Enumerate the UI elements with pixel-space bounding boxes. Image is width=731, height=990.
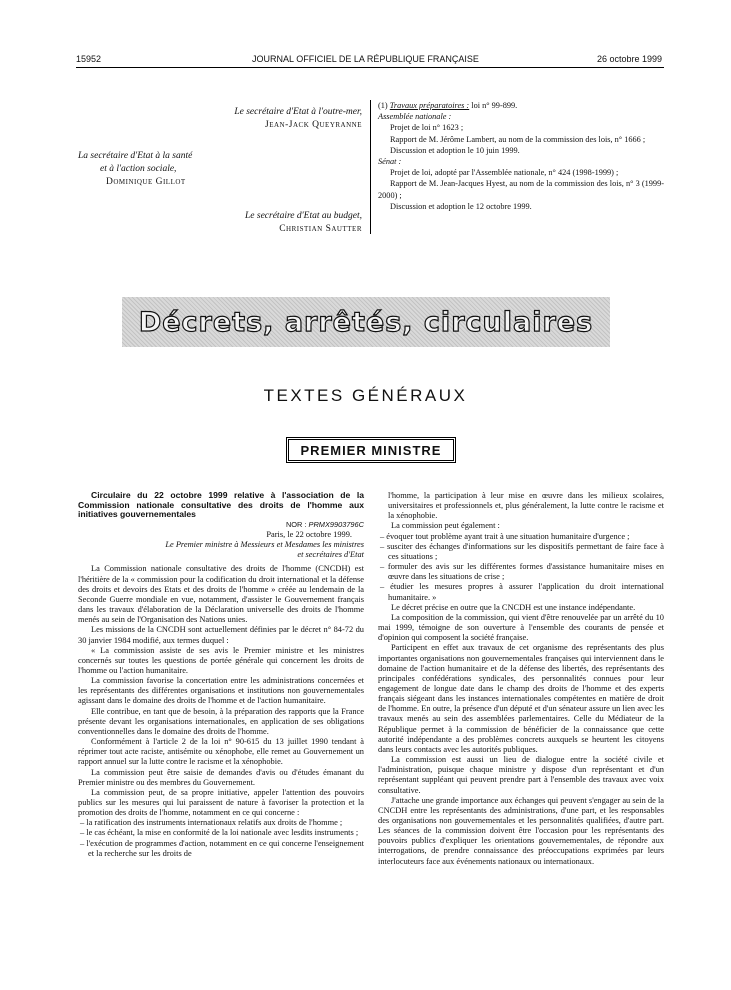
note-line: Discussion et adoption le 12 octobre 1999. <box>390 201 532 211</box>
addressee: Le Premier ministre à Messieurs et Mesdames les ministres et secrétaires d'Etat <box>165 540 364 560</box>
signatory-role: La secrétaire d'Etat à la santé <box>78 151 193 161</box>
journal-title: JOURNAL OFFICIEL DE LA RÉPUBLIQUE FRANÇAISE <box>252 54 479 64</box>
bullet-item: – l'exécution de programmes d'action, notamment en ce qui concerne l'enseignement et la recherche sur les droits de <box>80 838 364 858</box>
paragraph: La commission peut également : <box>391 521 500 531</box>
page-number: 15952 <box>76 54 102 64</box>
signature-budget <box>150 210 362 236</box>
bullet-item: – évoquer tout problème ayant trait à une situation humanitaire d'urgence ; <box>380 531 630 541</box>
section-title: TEXTES GÉNÉRAUX <box>263 386 468 405</box>
signatory-name: Christian Sautter <box>279 224 362 234</box>
footnote-marker: (1) <box>378 101 388 110</box>
paragraph: Le décret précise en outre que la CNCDH est une instance indépendante. <box>391 602 636 612</box>
ministry-title: PREMIER MINISTRE <box>300 442 442 458</box>
bullet-item: – étudier les mesures propres à assurer l'application du droit international humanitaire. » <box>380 582 664 602</box>
bullet-item: – formuler des avis sur les différentes formes d'assistance humanitaire mises en œuvre dans les situations de crise ; <box>380 562 664 582</box>
signatory-role: Le secrétaire d'Etat au budget, <box>245 211 362 221</box>
paragraph: Conformément à l'article 2 de la loi n° 90-615 du 13 juillet 1990 tendant à réprimer tout acte raciste, antisémite ou xénophobe, elle remet au Gouvernement un rapport annuel sur la lutte contre le racisme et la xénophobie. <box>78 737 364 767</box>
note-line: Projet de loi n° 1623 ; <box>390 123 464 133</box>
signatory-name: Jean-Jack Queyranne <box>265 120 362 130</box>
signature-outre-mer <box>150 106 362 132</box>
note-line: Discussion et adoption le 10 juin 1999. <box>390 145 520 155</box>
signature-sante <box>78 150 278 189</box>
note-line: Projet de loi, adopté par l'Assemblée nationale, n° 424 (1998-1999) ; <box>390 168 619 178</box>
nor-code: PRMX9903796C <box>308 519 364 529</box>
paragraph-continued: l'homme, la participation à leur mise en œuvre dans les milieux scolaires, universitaires et professionnels et, plus généralement, la lutte contre le racisme et la xénophobie. <box>388 491 664 521</box>
paragraph: Participent en effet aux travaux de cet organisme des représentants des plus importantes organisations non gouvernementales françaises qui interviennent dans le domaine de l'action humanitaire et de la défense des libertés, des représentants des principales confédérations syndicales, des personnalités connues pour leur engagement de longue date dans le champ des droits de l'homme et des experts français siégeant dans les instances internationales compétentes en matière de droit de l'homme. En outre, la présence d'un député et d'un sénateur assure un lien avec les travaux menés au sein des assemblées parlementaires. Celle du Médiateur de la République permet à la commission de bénéficier de la connaissance que cette autorité indépendante a des problèmes concrets auxquels se heurtent les citoyens dans leurs contacts avec les autorités publiques. <box>378 643 664 754</box>
article-left-column <box>78 491 364 859</box>
footnote-travaux <box>378 100 664 212</box>
issue-date: 26 octobre 1999 <box>596 54 662 64</box>
paragraph: La commission peut être saisie de demandes d'avis ou d'études émanant du Premier ministre ou des membres du Gouvernement. <box>78 767 364 787</box>
paragraph: La commission favorise la concertation entre les administrations concernées et les représentants des différentes organisations et institutions non gouvernementales agissant dans le domaine des droits de l'homme et de l'action humanitaire. <box>78 676 364 706</box>
circulaire-title: Circulaire du 22 octobre 1999 relative à l'association de la Commission nationale consultative des droits de l'homme aux initiatives gouvernementales <box>78 490 364 520</box>
note-line: Rapport de M. Jérôme Lambert, au nom de la commission des lois, n° 1666 ; <box>390 134 646 144</box>
section-banner <box>122 297 610 347</box>
bullet-item: – susciter des échanges d'informations sur les dispositifs permettant de faire face à ces situations ; <box>380 541 664 561</box>
bullet-item: – la ratification des instruments internationaux relatifs aux droits de l'homme ; <box>80 818 343 828</box>
senate-heading: Sénat : <box>378 157 402 167</box>
note-line: Rapport de M. Jean-Jacques Hyest, au nom de la commission des lois, n° 3 (1999-2000) ; <box>378 179 664 200</box>
header-rule <box>76 67 664 68</box>
signatory-name: Dominique Gillot <box>106 177 186 187</box>
footnote-law: loi n° 99-899. <box>471 101 518 110</box>
paragraph: J'attache une grande importance aux échanges qui peuvent s'engager au sein de la CNCDH entre les représentants des administrations, d'une part, et les responsables des organisations non gouvernementales et les personnalités qualifiées, d'autre part. Les séances de la commission doivent être l'occasion pour les représentants des pouvoirs publics d'expliquer les orientations gouvernementales, de répondre aux interrogations, de prendre connaissance des préoccupations exprimées par leurs interlocuteurs face aux événements nationaux ou internationaux. <box>378 795 664 866</box>
place-date: Paris, le 22 octobre 1999. <box>266 529 352 539</box>
paragraph: La commission est aussi un lieu de dialogue entre la société civile et l'administration, puisque chaque ministre y dispose d'un représentant et d'un représentant suppléant qui peuvent prendre part à l'ensemble des travaux avec voix consultative. <box>378 755 664 795</box>
paragraph: Les missions de la CNCDH sont actuellement définies par le décret n° 84-72 du 30 janvier 1984 modifié, aux termes duquel : <box>78 625 364 645</box>
banner-title: Décrets, arrêtés, circulaires <box>138 306 594 338</box>
ministry-box <box>286 437 456 463</box>
assembly-heading: Assemblée nationale : <box>378 112 452 122</box>
article-right-column <box>378 491 664 867</box>
paragraph: « La commission assiste de ses avis le Premier ministre et les ministres concernés sur toutes les questions de portée générale qui concernent les droits de l'homme ou l'action humanitaire. <box>78 645 364 675</box>
signatory-role: et à l'action sociale, <box>100 164 177 174</box>
nor-label: NOR : <box>285 519 307 529</box>
footnote-heading: Travaux préparatoires : <box>389 101 470 110</box>
paragraph: La composition de la commission, qui vient d'être renouvelée par un arrêté du 10 mai 1999, témoigne de son ouverture à l'ensemble des courants de pensée et d'opinion qui composent la société française. <box>378 612 664 643</box>
column-divider <box>370 100 371 234</box>
signatory-role: Le secrétaire d'Etat à l'outre-mer, <box>234 107 362 117</box>
paragraph: Elle contribue, en tant que de besoin, à la préparation des rapports que la France présente devant les organisations internationales, en application de ses obligations conventionnelles dans le domaine des droits de l'homme. <box>78 706 364 736</box>
paragraph: La Commission nationale consultative des droits de l'homme (CNCDH) est l'héritière de la « commission pour la codification du droit international et la défense des droits et devoirs des Etats et des droits de l'homme » créée au lendemain de la Seconde Guerre mondiale en vue, notamment, d'assister le Gouvernement français dans les travaux d'élaboration de la Déclaration universelle des droits de l'homme menés au sein de l'Organisation des Nations unies. <box>78 564 364 625</box>
nor-reference <box>78 520 364 530</box>
paragraph: La commission peut, de sa propre initiative, appeler l'attention des pouvoirs publics sur les mesures qui lui paraissent de nature à favoriser la protection et la promotion des droits de l'homme, notamment en ce qui concerne : <box>78 787 364 818</box>
bullet-item: – le cas échéant, la mise en conformité de la loi nationale avec lesdits instruments ; <box>80 828 359 838</box>
